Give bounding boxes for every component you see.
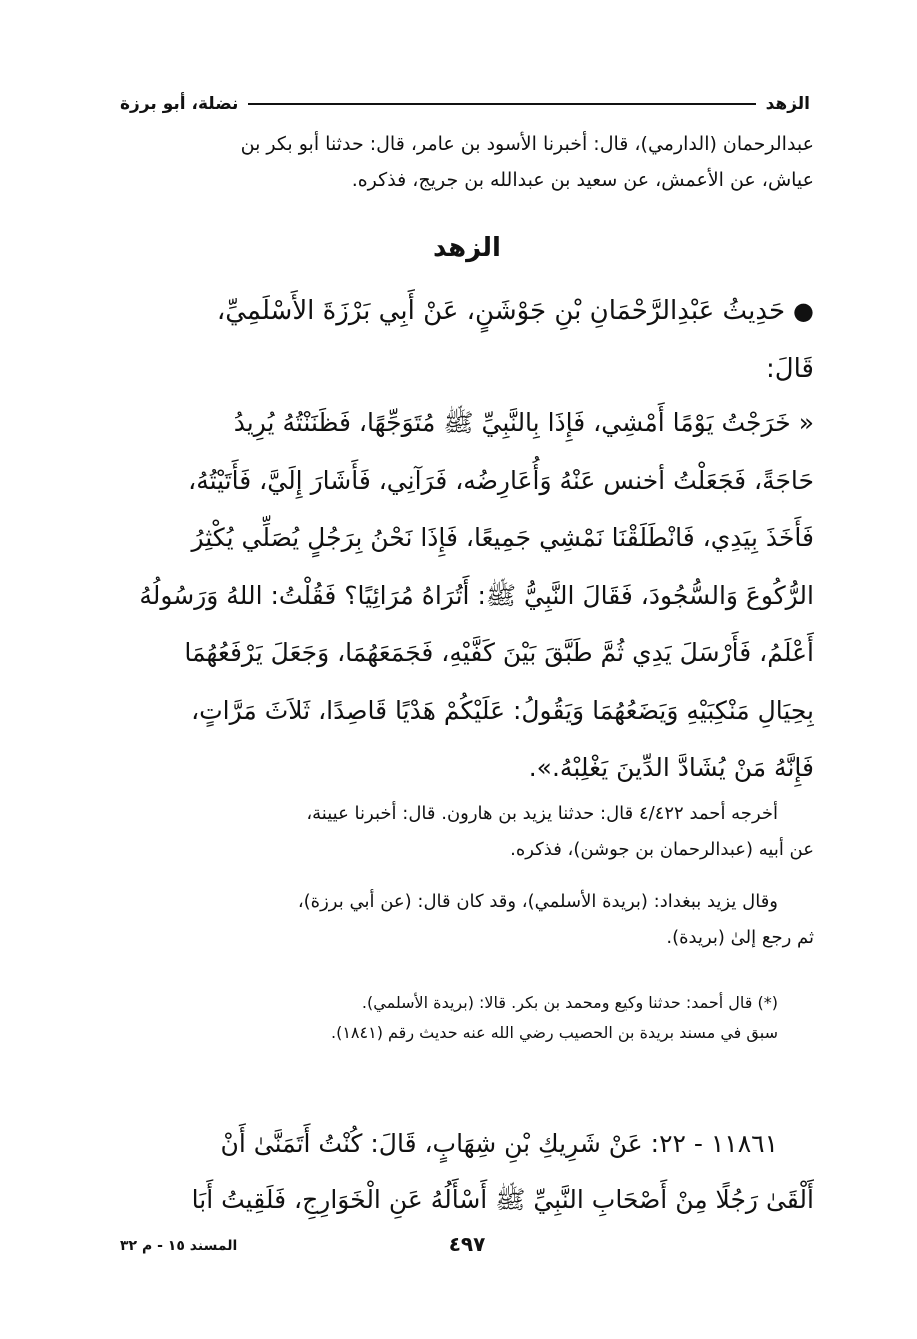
takhrij-paragraph (120, 796, 814, 868)
header-section: الزهد (765, 94, 810, 114)
hadith-heading-line (120, 282, 814, 340)
page-number: ٤٩٧ (448, 1232, 486, 1256)
header-rule (248, 103, 755, 105)
section-title: الزهد (433, 233, 501, 263)
header-names: نضلة، أبو برزة (120, 94, 239, 114)
printer-signature: المسند ١٥ - م ٣٢ (120, 1238, 238, 1254)
takhrij-line: عن أبيه (عبدالرحمان بن جوشن)، فذكره. (510, 839, 814, 860)
takhrij-line: وقال يزيد ببغداد: (بريدة الأسلمي)، وقد كان قال: (عن أبي برزة)، (297, 891, 778, 912)
intro-line: عياش، عن الأعمش، عن سعيد بن عبدالله بن جريج، فذكره. (351, 169, 814, 191)
hadith-line: فَإِنَّهُ مَنْ يُشَادَّ الدِّينَ يَغْلِبْهُ.». (528, 753, 814, 782)
notes-paragraph (120, 988, 814, 1048)
hadith-line: فَأَخَذَ بِيَدِي، فَانْطَلَقْنَا نَمْشِي جَمِيعًا، فَإِذَا نَحْنُ بِرَجُلٍ يُصَلِّي يُكْثِرُ (191, 523, 814, 552)
next-hadith-line: ١١٨٦١ - ٢٢: عَنْ شَرِيكِ بْنِ شِهَابٍ، قَالَ: كُنْتُ أَتَمَنَّىٰ أَنْ (220, 1129, 778, 1158)
next-hadith (120, 1116, 814, 1228)
bullet-icon: ● (793, 297, 814, 325)
hadith-line: بِحِيَالِ مَنْكِبَيْهِ وَيَضَعُهُمَا وَيَقُولُ: عَلَيْكُمْ هَدْيًا قَاصِدًا، ثَلاَثَ مَرَّاتٍ، (191, 695, 814, 725)
page-footer (120, 1232, 814, 1268)
hadith-line: « خَرَجْتُ يَوْمًا أَمْشِي، فَإِذَا بِالنَّبِيِّ ﷺ مُتَوَجِّهًا، فَظَنَنْتُهُ يُرِيدُ (233, 408, 814, 437)
hadith-line: أَعْلَمُ، فَأَرْسَلَ يَدِي ثُمَّ طَبَّقَ بَيْنَ كَفَّيْهِ، فَجَمَعَهُمَا، وَجَعَلَ يَرْفَعُهُمَا (184, 638, 814, 667)
note-line: سبق في مسند بريدة بن الحصيب رضي الله عنه حديث رقم (١٨٤١). (330, 1023, 778, 1042)
note-line: (*) قال أحمد: حدثنا وكيع ومحمد بن بكر. قالا: (بريدة الأسلمي). (361, 993, 778, 1012)
takhrij-line: أخرجه أحمد ٤/٤٢٢ قال: حدثنا يزيد بن هارون. قال: أخبرنا عيينة، (306, 803, 778, 824)
takhrij-paragraph-2 (120, 884, 814, 956)
hadith-text (120, 394, 814, 797)
hadith-line: حَاجَةً، فَجَعَلْتُ أخنس عَنْهُ وَأُعَارِضُه، فَرَآنِي، فَأَشَارَ إِلَيَّ، فَأَتَيْتُهُ، (188, 465, 814, 495)
intro-line: عبدالرحمان (الدارمي)، قال: أخبرنا الأسود بن عامر، قال: حدثنا أبو بكر بن (240, 133, 814, 155)
hadith-line: الرُّكُوعَ وَالسُّجُودَ، فَقَالَ النَّبِيُّ ﷺ: أَتُرَاهُ مُرَائِيًا؟ فَقُلْتُ: اللهُ وَرَسُولُهُ (139, 580, 814, 610)
hadith-heading-line: قَالَ: (765, 354, 814, 384)
hadith-heading-text: حَدِيثُ عَبْدِالرَّحْمَانِ بْنِ جَوْشَنٍ، عَنْ أَبِي بَرْزَةَ الأَسْلَمِيِّ، (216, 296, 786, 326)
hadith-heading (120, 282, 814, 398)
running-header (120, 88, 810, 120)
next-hadith-line: أَلْقَىٰ رَجُلًا مِنْ أَصْحَابِ النَّبِيِّ ﷺ أَسْأَلُهُ عَنِ الْخَوَارِجِ، فَلَقِيتُ أَبَا (191, 1185, 814, 1214)
intro-paragraph (120, 126, 814, 198)
takhrij-line: ثم رجع إلىٰ (بريدة). (666, 927, 814, 948)
